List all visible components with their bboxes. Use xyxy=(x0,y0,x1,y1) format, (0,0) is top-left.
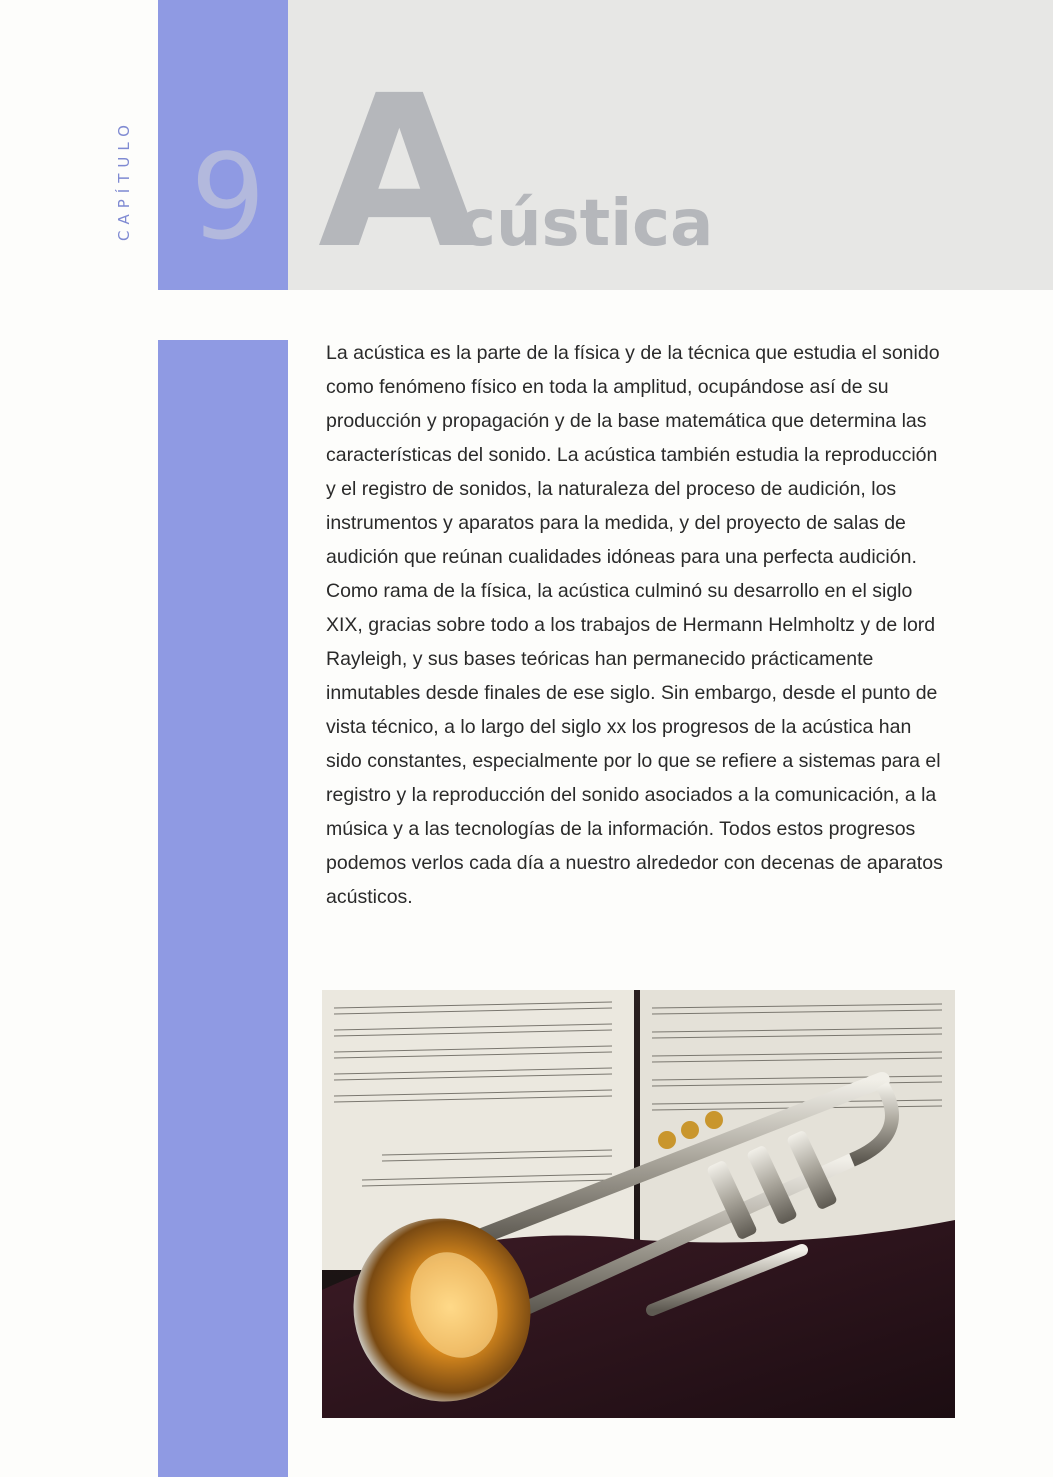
intro-paragraph: La acústica es la parte de la física y de la técnica que estudia el sonido como fenómeno físico en toda la amplitud, ocupándose así de su producción y propagación y de la base matemática que determina las características del sonido. La acústica también estudia la reproducción y el registro de sonidos, la naturaleza del proceso de audición, los instrumentos y aparatos para la medida, y del proyecto de salas de audición que reúnan cualidades idóneas para una perfecta audición. Como rama de la física, la acústica culminó su desarrollo en el siglo XIX, gracias sobre todo a los trabajos de Hermann Helmholtz y de lord Rayleigh, y sus bases teóricas han permanecido prácticamente inmutables desde finales de ese siglo. Sin embargo, desde el punto de vista técnico, a lo largo del siglo xx los progresos de la acústica han sido constantes, especialmente por lo que se refiere a sistemas para el registro y la reproducción del sonido asociados a la comunicación, a la música y a las tecnologías de la información. Todos estos progresos podemos verlos cada día a nuestro alrededor con decenas de aparatos acústicos. xyxy=(326,342,943,908)
chapter-number: 9 xyxy=(190,128,266,266)
side-accent-bar xyxy=(158,340,288,1477)
trumpet-photo xyxy=(322,990,955,1418)
chapter-title-initial: A xyxy=(318,88,481,258)
trumpet-on-sheet-music-illustration xyxy=(322,990,955,1418)
chapter-label: CAPÍTULO xyxy=(115,119,133,241)
chapter-title-rest: cústica xyxy=(458,187,714,261)
